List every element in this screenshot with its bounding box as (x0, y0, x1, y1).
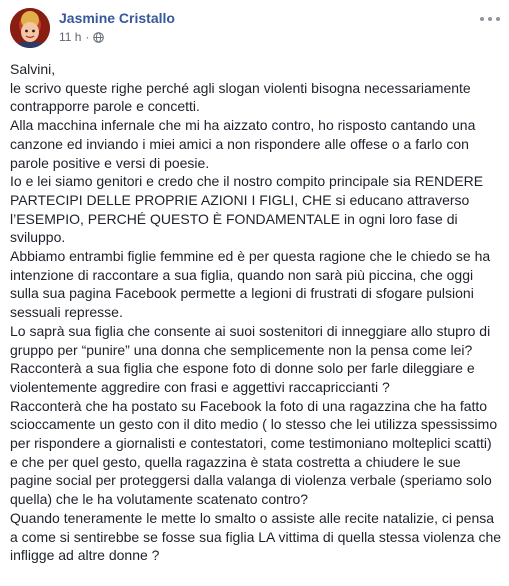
meta-separator: · (85, 30, 90, 44)
post-paragraph: Racconterà a sua figlia che espone foto di donne solo per farle dileggiare e violentemente aggredire con frasi e aggettivi raccapriccianti ? (10, 360, 475, 395)
post-time[interactable]: 11 h (59, 30, 82, 44)
globe-icon[interactable] (93, 32, 104, 43)
post-paragraph: Abbiamo entrambi figlie femmine ed è per questa ragione che le chiedo se ha intenzione di raccontare a sua figlia, quando non sarà più piccina, che oggi sulla sua pagina Facebook permette a legioni di frustrati di sfogare pulsioni sessuali represse. (10, 248, 491, 321)
post-paragraph: Io e lei siamo genitori e credo che il nostro compito principale sia RENDERE PARTECIPI DELLE PROPRIE AZIONI I FIGLI, CHE si educano attraverso l’ESEMPIO, PERCHÉ QUESTO È FONDAMENTALE in ogni loro fase di sviluppo. (10, 173, 484, 246)
post-meta (59, 30, 104, 44)
post-paragraph: Lo saprà sua figlia che consente ai suoi sostenitori di inneggiare allo stupro di gruppo per “punire” una donna che semplicemente non la pensa come lei? (10, 322, 491, 358)
post-paragraph: Alla macchina infernale che mi ha aizzato contro, ho risposto cantando una canzone ed inviando i miei amici a non rispondere alle offese o a farlo con parole positive e versi di poesie. (10, 117, 476, 171)
post-body (10, 60, 502, 565)
avatar[interactable] (10, 8, 50, 48)
post-paragraph: Quando teneramente le mette lo smalto o assiste alle recite natalizie, ci pensa a come si sentirebbe se fosse sua figlia LA vittima di quella stessa violenza che infligge ad altre donne ? (10, 509, 502, 564)
post-paragraph: Racconterà che ha postato su Facebook la foto di una ragazzina che ha fatto scioccamente un gesto con il dito medio ( lo stesso che lei utilizza spessissimo per rispondere a giornalisti e contestatori, come testimoniano molteplici scatti) e che per quel gesto, quella ragazzina è stata costretta a chiudere le sue pagine social per proteggersi dalla valanga di violenza verbale (speriamo solo quella) che le ha volutamente scatenato contro? (10, 397, 498, 508)
post-paragraph: le scrivo queste righe perché agli slogan violenti bisogna necessariamente contrapporre parole e concetti. (10, 79, 471, 115)
post-header (10, 8, 500, 48)
post-paragraph: Salvini, (10, 61, 56, 77)
author-name[interactable]: Jasmine Cristallo (59, 10, 175, 26)
more-options-icon[interactable] (480, 12, 500, 26)
avatar-image (10, 8, 50, 48)
